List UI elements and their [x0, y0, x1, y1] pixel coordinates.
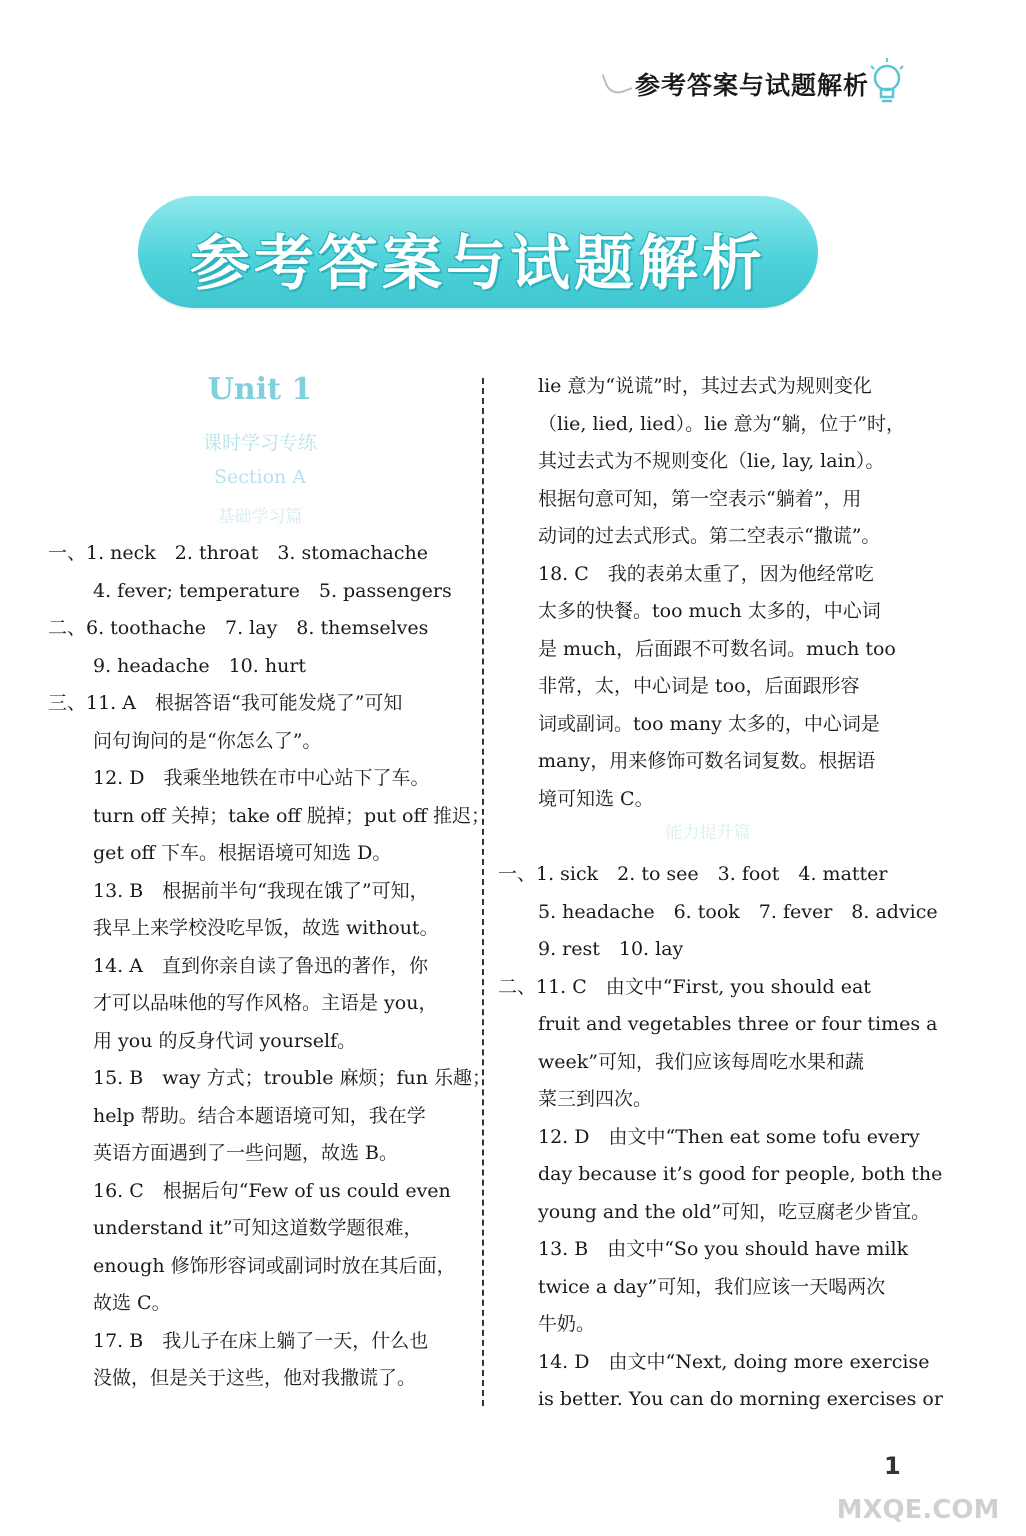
left-column	[48, 535, 492, 1398]
decorative-swoosh-icon	[602, 67, 633, 98]
column-divider	[482, 378, 484, 1406]
right-column-top	[498, 368, 918, 818]
answer-line: 17. B 我儿子在床上躺了一天，什么也	[93, 1329, 429, 1352]
answer-line: 12. D 我乘坐地铁在市中心站下了车。	[93, 767, 430, 789]
answer-line: 16. C 根据后句“Few of us could even	[93, 1179, 451, 1202]
answer-line: 境可知选 C。	[538, 787, 654, 810]
header-title: 参考答案与试题解析	[635, 71, 870, 100]
answer-line: twice a day”可知，我们应该一天喝两次	[538, 1275, 886, 1298]
answer-line: 9. headache 10. hurt	[93, 654, 307, 677]
lightbulb-icon	[867, 56, 907, 106]
answer-line: 5. headache 6. took 7. fever 8. advice	[538, 900, 938, 923]
section-subheading: 课时学习专练	[202, 432, 317, 454]
answer-line: 用 you 的反身代词 yourself。	[93, 1029, 357, 1052]
answer-line: 问句询问的是“你怎么了”。	[93, 729, 322, 752]
answer-line: 12. D 由文中“Then eat some tofu every	[538, 1125, 920, 1148]
answer-line: 18. C 我的表弟太重了，因为他经常吃	[538, 562, 874, 585]
answer-line: 一、1. sick 2. to see 3. foot 4. matter	[498, 863, 888, 885]
right-column-bottom	[498, 856, 943, 1419]
answer-line: day because it’s good for people, both the	[538, 1163, 943, 1185]
answer-line: 14. D 由文中“Next, doing more exercise	[538, 1350, 930, 1373]
part-label-right: 能力提升篇	[665, 823, 751, 843]
answer-line: understand it”可知这道数学题很难，	[93, 1217, 423, 1239]
answer-line: 非常，太，中心词是 too，后面跟形容	[538, 675, 860, 697]
answer-line: young and the old”可知，吃豆腐老少皆宜。	[538, 1200, 931, 1223]
answer-line: fruit and vegetables three or four times a	[538, 1013, 938, 1035]
answer-line: 牛奶。	[538, 1313, 596, 1335]
answer-line: 是 much，后面跟不可数名词。much too	[538, 637, 896, 660]
banner-title: 参考答案与试题解析	[190, 229, 766, 299]
answer-line: 词或副词。too many 太多的，中心词是	[538, 712, 880, 735]
watermark-logo	[818, 1460, 1018, 1528]
answer-line: 一、1. neck 2. throat 3. stomachache	[48, 542, 428, 564]
answer-line: week”可知，我们应该每周吃水果和蔬	[538, 1050, 864, 1073]
answer-line: 故选 C。	[93, 1292, 171, 1314]
answer-line: 我早上来学校没吃早饭，故选 without。	[93, 917, 439, 939]
answer-line: 菜三到四次。	[538, 1088, 653, 1110]
answer-line: is better. You can do morning exercises or	[538, 1388, 943, 1410]
answer-line: 动词的过去式形式。第二空表示“撒谎”。	[538, 525, 881, 547]
section-label: Section A	[213, 466, 307, 488]
answer-line: 15. B way 方式；trouble 麻烦；fun 乐趣；	[93, 1067, 492, 1089]
answer-line: 二、6. toothache 7. lay 8. themselves	[48, 617, 429, 639]
answer-line: get off 下车。根据语境可知选 D。	[93, 842, 392, 864]
answer-line: 英语方面遇到了一些问题，故选 B。	[93, 1142, 399, 1164]
page-number: 1	[884, 1452, 901, 1480]
answer-line: 三、11. A 根据答语“我可能发烧了”可知	[48, 692, 403, 714]
title-banner	[138, 196, 818, 308]
answer-line: 其过去式为不规则变化（lie, lay, lain）。	[538, 450, 885, 472]
answer-line: 二、11. C 由文中“First, you should eat	[498, 975, 871, 998]
unit-heading: Unit 1	[207, 372, 313, 407]
answer-line: 9. rest 10. lay	[538, 938, 684, 960]
answer-line: 才可以品味他的写作风格。主语是 you，	[93, 992, 438, 1014]
answer-line: 没做，但是关于这些，他对我撒谎了。	[93, 1367, 417, 1389]
answer-line: 根据句意可知，第一空表示“躺着”，用	[538, 487, 862, 510]
answer-line: turn off 关掉；take off 脱掉；put off 推迟；	[93, 804, 490, 827]
answer-line: many，用来修饰可数名词复数。根据语	[538, 750, 876, 772]
answer-line: （lie, lied, lied）。lie 意为“躺，位于”时，	[538, 412, 906, 435]
answer-line: 4. fever; temperature 5. passengers	[93, 579, 452, 602]
answer-line: 14. A 直到你亲自读了鲁迅的著作，你	[93, 954, 428, 977]
answer-line: 13. B 由文中“So you should have milk	[538, 1238, 909, 1260]
answer-line: enough 修饰形容词或副词时放在其后面，	[93, 1254, 456, 1277]
answer-line: 太多的快餐。too much 太多的，中心词	[538, 600, 881, 622]
watermark-text: MXQE.COM	[836, 1495, 1000, 1525]
running-header	[595, 52, 915, 112]
answer-line: help 帮助。结合本题语境可知，我在学	[93, 1104, 426, 1127]
answer-line: 13. B 根据前半句“我现在饿了”可知，	[93, 879, 429, 902]
answer-line: lie 意为“说谎”时，其过去式为规则变化	[538, 375, 872, 397]
part-label: 基础学习篇	[217, 507, 303, 527]
